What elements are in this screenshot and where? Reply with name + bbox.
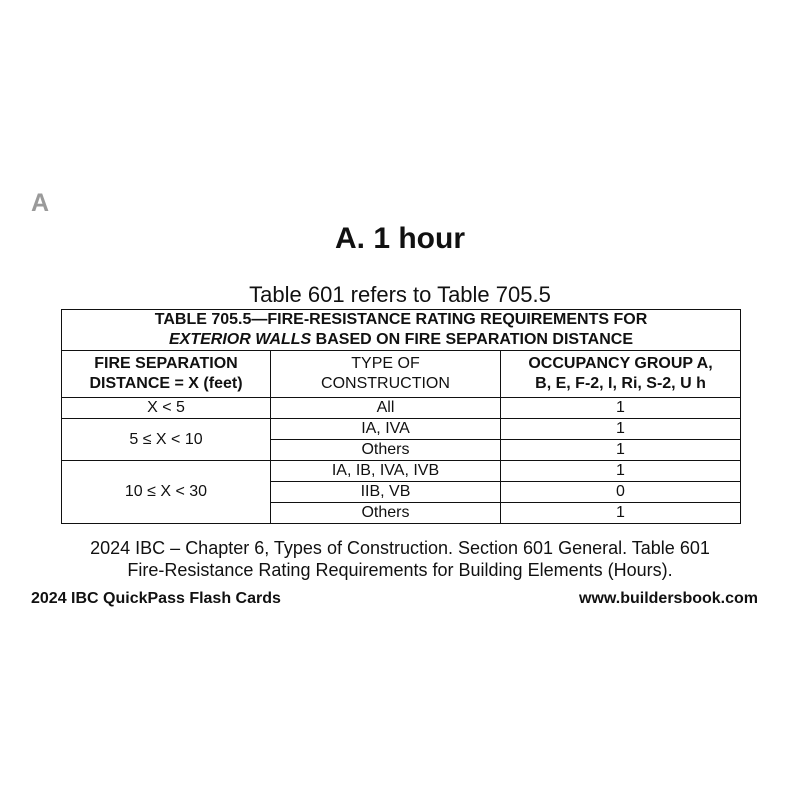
distance-cell: 5 ≤ X < 10 bbox=[62, 419, 271, 461]
caption-line1: 2024 IBC – Chapter 6, Types of Construction. Section 601 General. Table 601 bbox=[90, 538, 710, 558]
table-row bbox=[62, 461, 741, 482]
header-fire-separation-distance: FIRE SEPARATION DISTANCE = X (feet) bbox=[62, 351, 271, 398]
footer-website: www.buildersbook.com bbox=[579, 590, 758, 607]
fire-resistance-table bbox=[61, 309, 741, 524]
answer-title: A. 1 hour bbox=[334, 222, 465, 255]
source-caption bbox=[0, 537, 800, 581]
rating-cell: 1 bbox=[501, 398, 741, 419]
construction-cell: IIB, VB bbox=[271, 482, 501, 503]
distance-cell: 10 ≤ X < 30 bbox=[62, 461, 271, 524]
footer-product-name: 2024 IBC QuickPass Flash Cards bbox=[31, 590, 281, 607]
table-title bbox=[62, 310, 741, 351]
header-occupancy-group: OCCUPANCY GROUP A, B, E, F-2, I, Ri, S-2, U h bbox=[501, 351, 741, 398]
table-row bbox=[62, 419, 741, 440]
caption-line2: Fire-Resistance Rating Requirements for Building Elements (Hours). bbox=[127, 560, 673, 580]
rating-cell: 1 bbox=[501, 419, 741, 440]
construction-cell: IA, IVA bbox=[271, 419, 501, 440]
table-title-line2: BASED ON FIRE SEPARATION DISTANCE bbox=[311, 331, 634, 348]
table-reference-note: Table 601 refers to Table 705.5 bbox=[249, 282, 551, 307]
table-title-italic: EXTERIOR WALLS bbox=[168, 331, 312, 348]
construction-cell: IA, IB, IVA, IVB bbox=[271, 461, 501, 482]
header-type-of-construction: TYPE OF CONSTRUCTION bbox=[271, 351, 501, 398]
construction-cell: All bbox=[271, 398, 501, 419]
rating-cell: 1 bbox=[501, 461, 741, 482]
table-row bbox=[62, 398, 741, 419]
table-title-line1: TABLE 705.5—FIRE-RESISTANCE RATING REQUIREMENTS FOR bbox=[154, 311, 648, 328]
rating-cell: 1 bbox=[501, 503, 741, 524]
rating-cell: 1 bbox=[501, 440, 741, 461]
construction-cell: Others bbox=[271, 440, 501, 461]
card-side-label: A bbox=[31, 189, 50, 217]
construction-cell: Others bbox=[271, 503, 501, 524]
table-title-row bbox=[62, 310, 741, 351]
table-header-row bbox=[62, 351, 741, 398]
rating-cell: 0 bbox=[501, 482, 741, 503]
distance-cell: X < 5 bbox=[62, 398, 271, 419]
